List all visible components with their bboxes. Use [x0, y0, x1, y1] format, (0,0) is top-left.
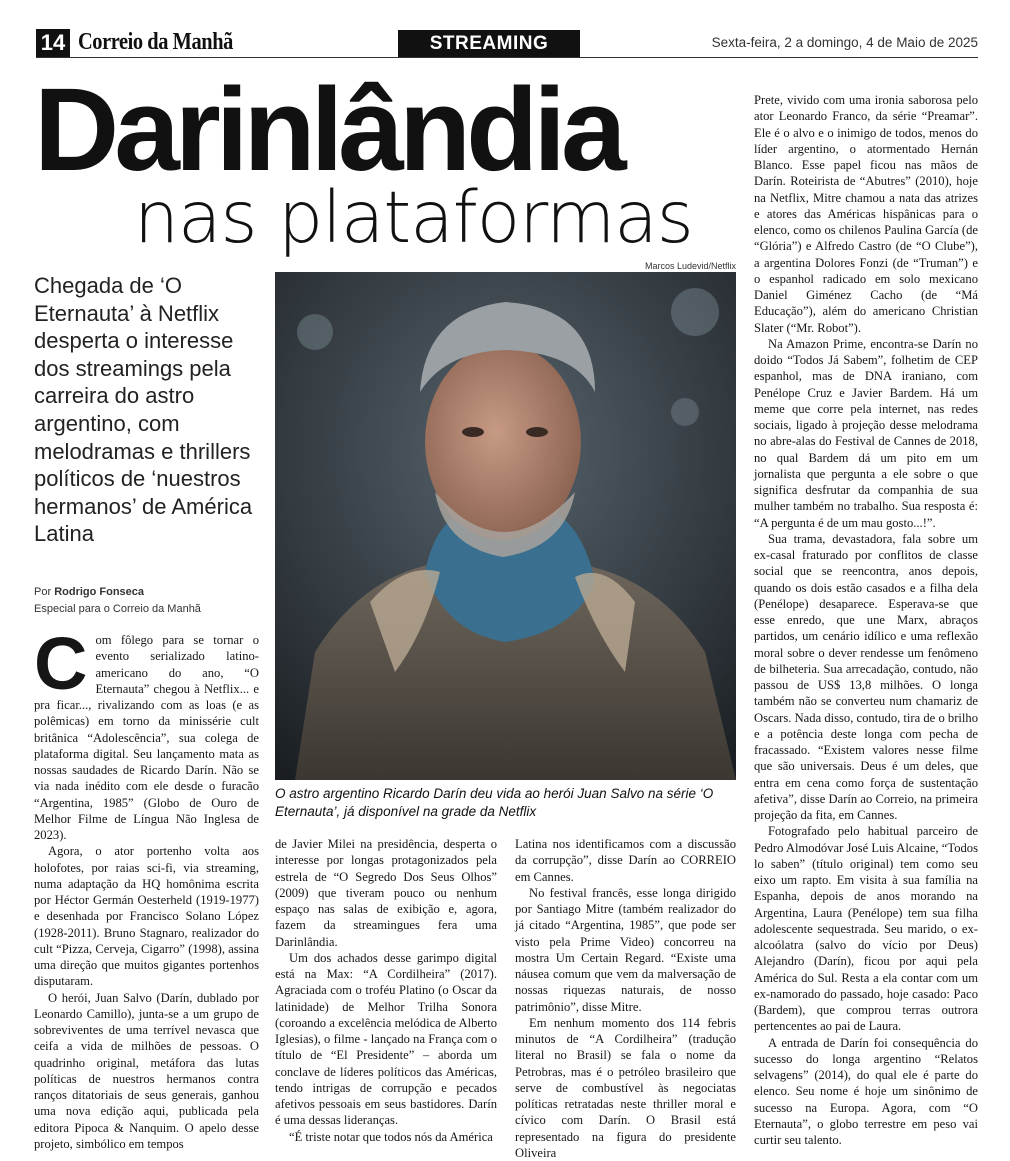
- article-paragraph: Prete, vivido com uma ironia saborosa pelo ator Leonardo Franco, da série “Preamar”. Ele é o alvo e o inimigo de todos, menos do líder argentino, o atormentado Hernán Blanco. Esse papel ficou nas mãos de Darín. Roteirista de “Abutres” (2010), hoje na Netflix, Mitre chamou a nata das atrizes e atores das Américas hispânicas para o elenco, como os chilenos Paulina García (de “Glória”) e Alfredo Castro (de “O Clube”), a argentina Dolores Fonzi (de “Truman”) e o espanhol radicado em solo mexicano Daniel Giménez Cacho (de “Má Educação”), além do americano Christian Slater (“Mr. Robot”).: [754, 93, 978, 335]
- paragraph-text: om fôlego para se tornar o evento serializado latino-americano do ano, “O Eternauta” chegou à Netflix... e pra ficar..., rivalizando com as loas (e as polêmicas) em torno da minissérie cult britânica “Adolescência”, sua colega de plataforma digital. Seu lançamento mata as nossas saudades de Ricardo Darín. Não se via nada inédito com ele desde o furacão “Argentina, 1985” (Globo de Ouro de Melhor Filme de Língua Não Inglesa de 2023).: [34, 633, 259, 842]
- article-column-3: [515, 836, 736, 1161]
- article-paragraph: No festival francês, esse longa dirigido por Santiago Mitre (também realizador do já citado “Argentina, 1985”, que pode ser visto pela Prime Video) concorreu na mostra Um Certain Regard. “Existe uma náusea comum que vem da malversação de nossas riquezas naturais, de nosso patrimônio”, disse Mitre.: [515, 885, 736, 1014]
- page-header: [36, 29, 978, 58]
- author-name: Rodrigo Fonseca: [54, 586, 145, 598]
- byline-prefix: Por: [34, 586, 52, 598]
- article-deck: Chegada de ‘O Eternauta’ à Netflix desperta o interesse dos streamings pela carreira do astro argentino, com melodramas e thrillers políticos de ‘nuestros hermanos’ de América Latina: [34, 273, 253, 547]
- article-paragraph: Sua trama, devastadora, fala sobre um ex-casal fraturado por conflitos de classe social que se reencontra, anos depois, quando os dois estão casados e a filha dela (Penélope) desaparece. Esperava-se que esse enredo, que une Marx, abraços partidos, um cenário idílico e uma reflexão moral sobre o dever rendesse um fenômeno de bilheteria. Sua arrecadação, contudo, não passou de US$ 13,8 milhões. O longa também não se converteu num chamariz de Oscars. Nada disso, contudo, tira de o brilho e a potência deste longa com pecha de fracassado. “Existem valores nesse filme que são universais. Deus é um deles, que entra em cena como força de sustentação afetiva”, disse Darín ao Correio, na primeira projeção da fita, em Cannes.: [754, 531, 978, 822]
- headline-subtitle: nas plataformas: [134, 176, 693, 259]
- article-column-4: [754, 92, 978, 1148]
- article-paragraph: Agora, o ator portenho volta aos holofotes, por raias sci-fi, via streaming, numa adaptação da HQ homônima escrita por Héctor Germán Oesterheld (1919-1977) e desenhada por Francisco Solano López (1928-2011). Bruno Stagnaro, realizador do cult “Pizza, Cerveja, Cigarro” (1998), assina uma direção que muitos gigantes portenhos disputaram.: [34, 844, 259, 989]
- issue-date: Sexta-feira, 2 a domingo, 4 de Maio de 2025: [711, 35, 978, 50]
- byline: [34, 584, 264, 618]
- author-role: Especial para o Correio da Manhã: [34, 603, 201, 615]
- drop-cap: C: [34, 622, 88, 705]
- actor-portrait-illustration: [275, 272, 736, 780]
- article-paragraph: Latina nos identificamos com a discussão da corrupção”, disse Darín ao CORREIO em Cannes.: [515, 837, 736, 884]
- article-paragraph: [34, 622, 259, 843]
- article-paragraph: Um dos achados desse garimpo digital está na Max: “A Cordilheira” (2017). Agraciada com o troféu Platino (o Oscar da latinidade) de Melhor Trilha Sonora (coroando a excelência melódica de Alberto Iglesias), o filme - lançado na França com o título de “El Presidente” – aborda um conclave de líderes políticos das Américas, tendo intrigas de corrupção e pecados afetivos pessoais em seus bastidores. Darín é uma dessas lideranças.: [275, 950, 497, 1128]
- article-paragraph: Na Amazon Prime, encontra-se Darín no doido “Todos Já Sabem”, folhetim de CEP espanhol, mas de DNA iraniano, com Penélope Cruz e Javier Bardem. Há um meme que corre pela internet, nas redes sociais, ligado à projeção desse melodrama no abre-alas do Festival de Cannes de 2018, no qual Bardem dá um pito em um jornalista que pergunta a ele sobre o que significa desfrutar da companhia de sua mulher também no trabalho. Sua resposta é: “A pergunta é de um mau gosto...!”.: [754, 336, 978, 530]
- article-paragraph: Em nenhum momento dos 114 febris minutos de “A Cordilheira” (tradução literal no Brasil) se fala o nome da Petrobras, mas é o petróleo brasileiro que serve de combustível às negociatas políticas retratadas neste thriller moral e cívico com Darín. O Brasil está representado na figura do presidente Oliveira: [515, 1015, 736, 1160]
- article-paragraph: O herói, Juan Salvo (Darín, dublado por Leonardo Camillo), junta-se a um grupo de sobreviventes de uma terrível nevasca que ceifa a vida de milhões de pessoas. O quadrinho original, metáfora das lutas políticas de nuestros hermanos contra ranços ditatoriais de seus generais, ganhou uma nova edição aqui, publicada pela editora Pipoca & Nanquim. O apelo desse projeto, simbólico em tempos: [34, 990, 259, 1151]
- actor-photo: [275, 272, 736, 780]
- headline: Darinlândia: [34, 64, 622, 196]
- section-label: STREAMING: [398, 30, 580, 57]
- article-column-1: [34, 622, 259, 1152]
- photo-credit: Marcos Ludevid/Netflix: [644, 261, 736, 271]
- article-paragraph: Fotografado pelo habitual parceiro de Pedro Almodóvar José Luis Alcaine, “Todos lo saben” (título original) tem como seu eixo um rapto. Em visita à sua família na Espanha, depois de anos morando na Argentina, Laura (Penélope) tem sua filha adolescente sequestrada. Seu marido, o ex-alcoólatra (salvo do vício por Deus) Alejandro (Darín), ficou por aqui pela América do Sul. Resta a ela contar com um ex-namorado do passado, hoje casado: Paco (Bardem), que comprou terras outrora pertencentes ao pai de Laura.: [754, 824, 978, 1034]
- article-column-2: [275, 836, 497, 1145]
- article-paragraph: A entrada de Darín foi consequência do sucesso do longa argentino “Relatos selvagens” (2014), do qual ele é parte do elenco. Seu nome é hoje um sinônimo de sucesso na Europa. Agora, com “O Eternauta”, o globo terrestre em peso vai curtir seu talento.: [754, 1035, 978, 1147]
- article-paragraph: de Javier Milei na presidência, desperta o interesse por longas protagonizados pela estrela de “O Segredo Dos Seus Olhos” (2009) que tiveram pouco ou nenhum espaço nas salas de exibição e, agora, fazem da streamingues fera uma Darinlândia.: [275, 837, 497, 949]
- photo-caption: O astro argentino Ricardo Darín deu vida ao herói Juan Salvo na série ‘O Eternauta’, já disponível na grade da Netflix: [275, 786, 714, 819]
- page-number: 14: [36, 29, 70, 57]
- newspaper-logo: Correio da Manhã: [78, 29, 233, 55]
- article-paragraph: “É triste notar que todos nós da América: [289, 1129, 493, 1144]
